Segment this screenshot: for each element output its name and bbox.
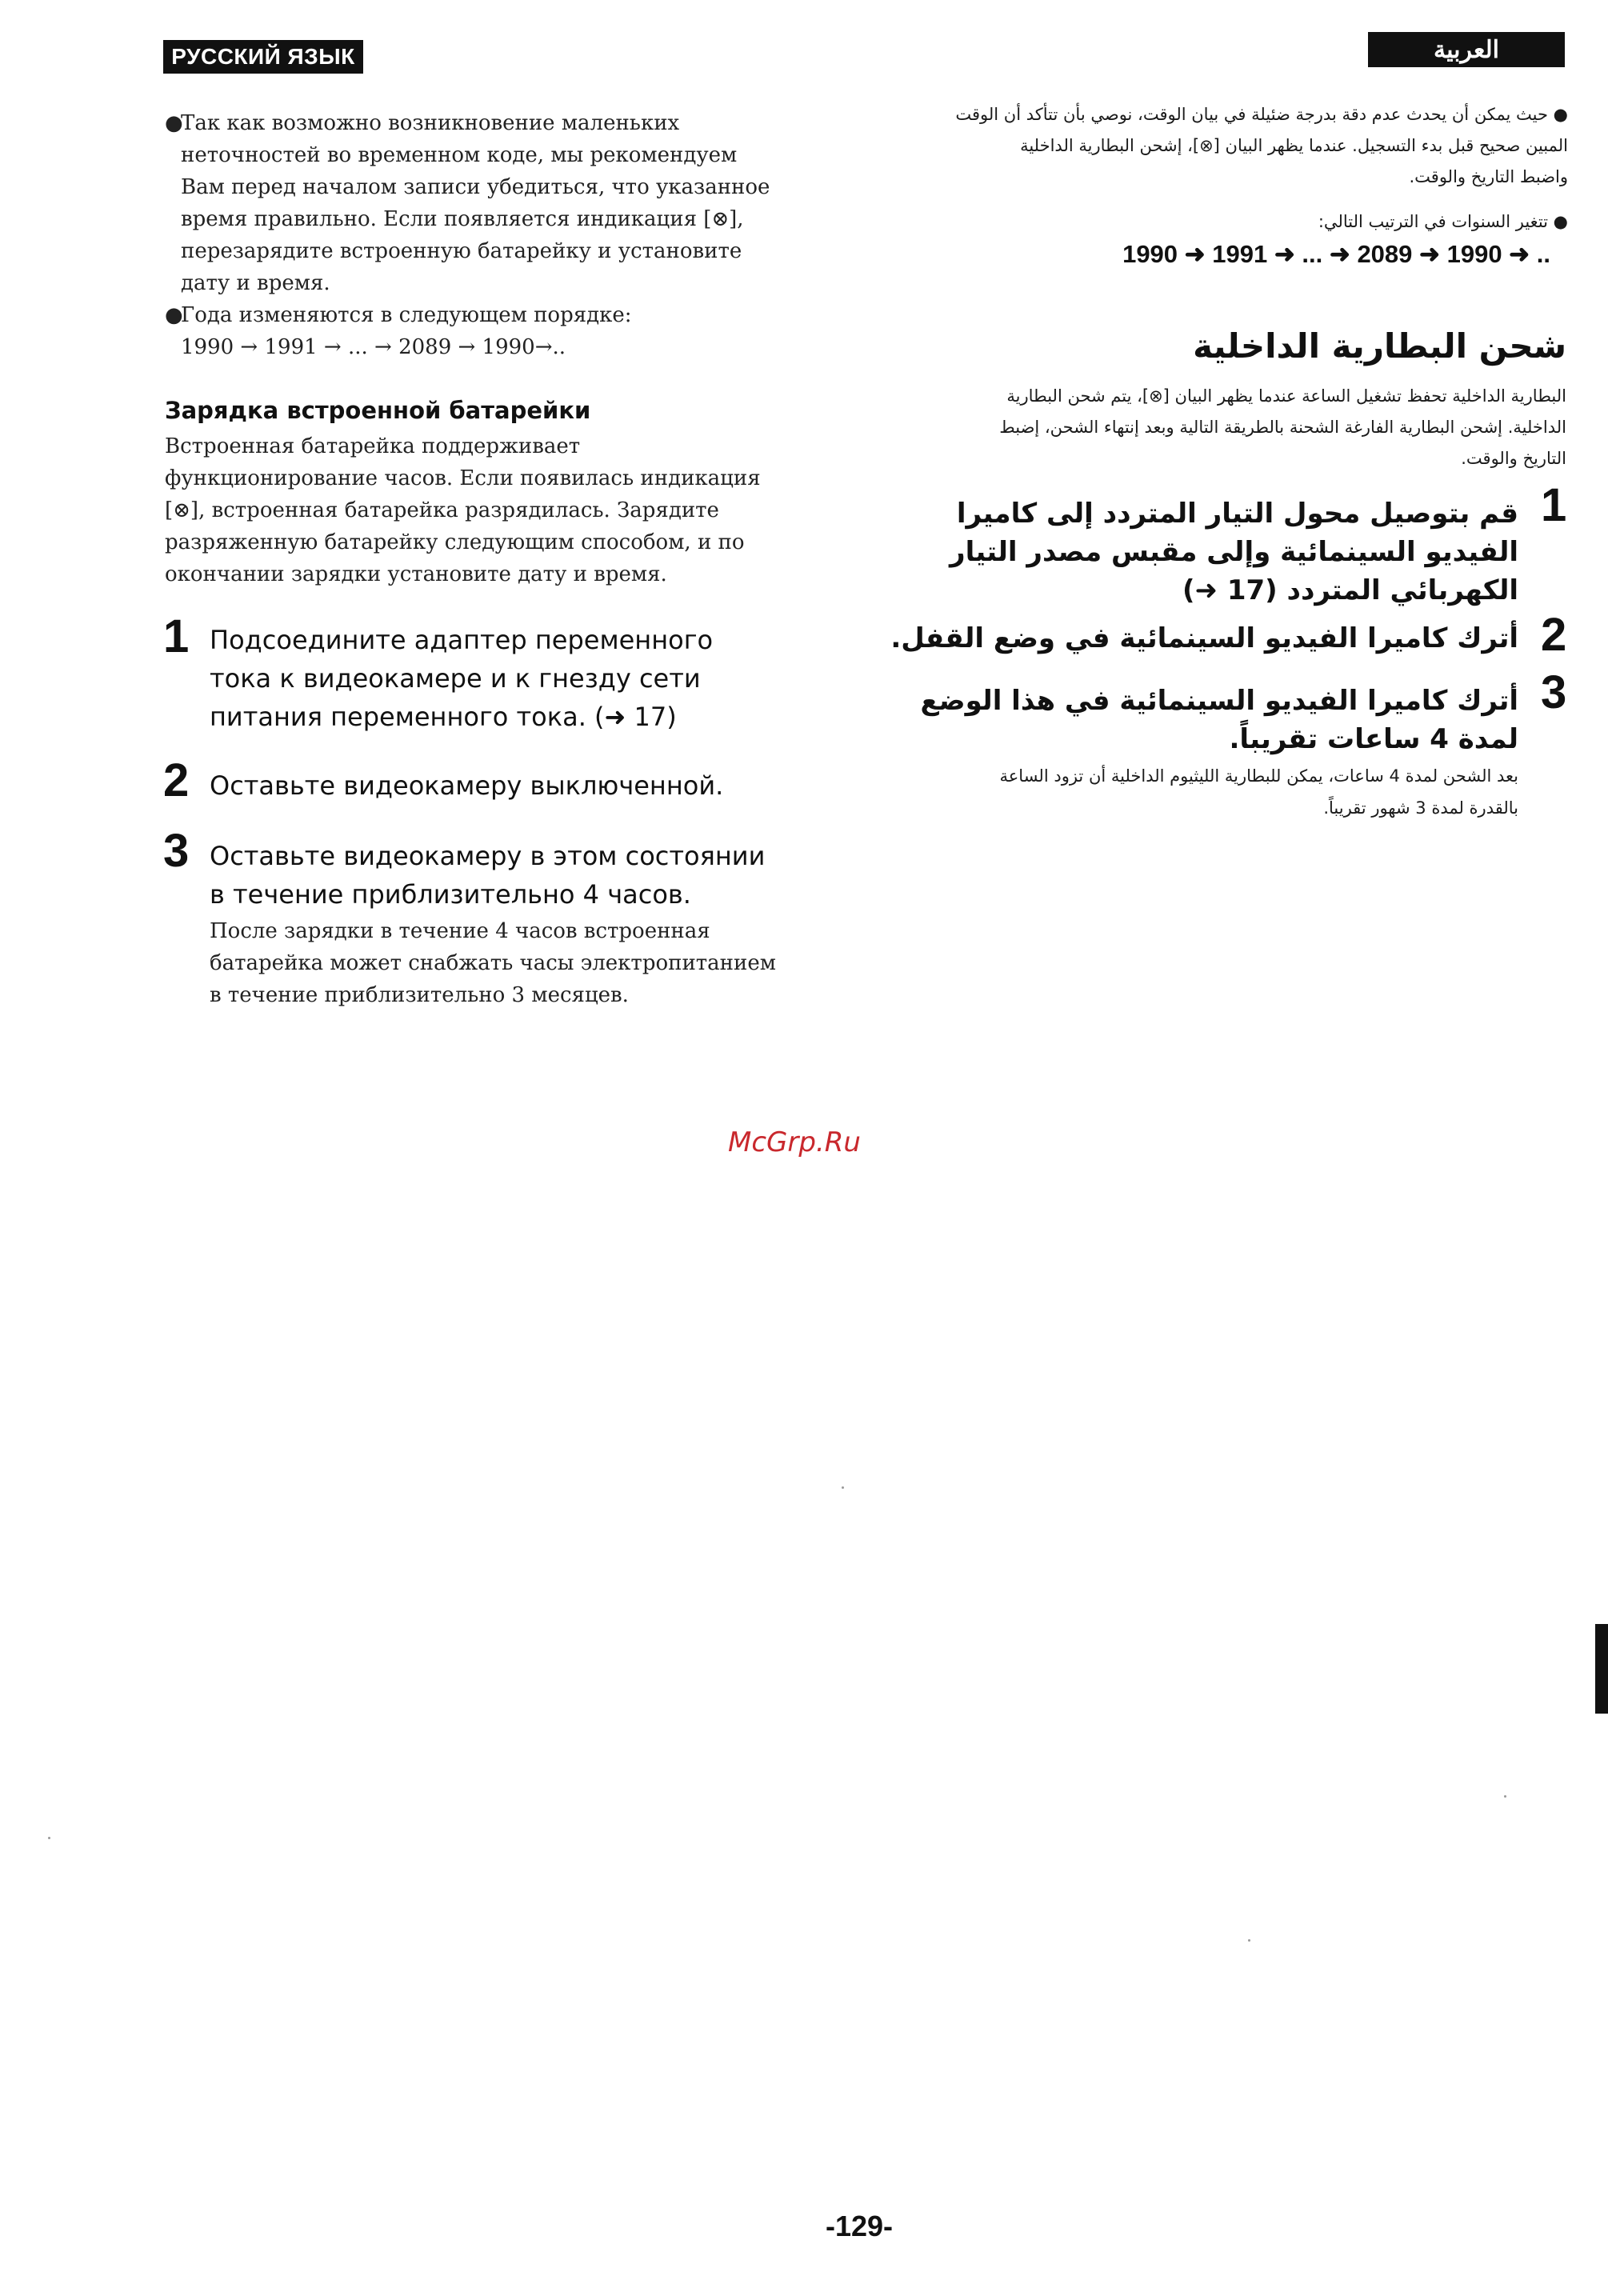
ru-step-3-number: 3 [163, 825, 190, 877]
ar-section-paragraph: البطارية الداخلية تحفظ تشغيل الساعة عندما يظهر البيان [⊗]، يتم شحن البطارية الداخلية. إشحن البطارية الفارغة الشحنة بالطريقة التالية وبعد إنتهاء الشحن، إضبط التاريخ والوقت. [999, 386, 1566, 468]
ar-step-3-note: بعد الشحن لمدة 4 ساعات، يمكن للبطارية الليثيوم الداخلية أن تزود الساعة بالقدرة لمدة 3 شهور تقريباً. [999, 766, 1518, 818]
ru-step-1-number: 1 [163, 610, 190, 662]
ar-step-1-number: 1 [1541, 479, 1567, 531]
bullet-dot-icon: ● [165, 111, 183, 135]
arabic-language-tag: العربية [1368, 32, 1565, 67]
ru-step-2-number: 2 [163, 754, 190, 806]
ru-step-3-note: После зарядки в течение 4 часов встроенная батарейка может снабжать часы электропитанием в течение приблизительно 3 месяцев. [210, 919, 776, 1007]
ar-step-3-text: أترك كاميرا الفيديو السينمائية في هذا الوضع لمدة 4 ساعات تقريباً. [920, 685, 1518, 755]
ar-bullet-timecode: ● حيث يمكن أن يحدث عدم دقة بدرجة ضئيلة في بيان الوقت، نوصي بأن تتأكد أن الوقت المبين صحيح قبل بدء التسجيل. عندما يظهر البيان [⊗]، إشحن البطارية الداخلية واضبط التاريخ والوقت. [955, 105, 1568, 186]
ar-section-heading: شحن البطارية الداخلية [1193, 326, 1566, 366]
ru-step-3-text: Оставьте видеокамеру в этом состоянии в течение приблизительно 4 часов. [210, 841, 766, 910]
ar-step-2-text: أترك كاميرا الفيديو السينمائية في وضع القفل. [890, 622, 1518, 654]
bullet-dot-icon: ● [165, 303, 183, 327]
edge-tab-marker [1595, 1624, 1608, 1714]
russian-language-tag: РУССКИЙ ЯЗЫК [163, 40, 363, 74]
ru-step-1-text: Подсоедините адаптер переменного тока к видеокамере и к гнезду сети питания переменного тока. (➜ 17) [210, 625, 714, 732]
scan-speck [842, 1486, 844, 1489]
ru-bullet-timecode-text: Так как возможно возникновение маленьких неточностей во временном коде, мы рекомендуем Вам перед началом записи убедиться, что указанное время правильно. Если появляется индикация [⊗], перезарядите встроенную батарейку и установите дату и время. [181, 111, 770, 295]
ru-bullet-timecode [165, 107, 821, 299]
ar-step-3-number: 3 [1541, 666, 1567, 718]
ar-years-sequence: 1990 ➜ 1991 ➜ ... ➜ 2089 ➜ 1990 ➜ .. [1122, 240, 1550, 268]
ar-bullet-years: ● تتغير السنوات في الترتيب التالي: [1318, 212, 1568, 231]
scan-speck [1504, 1795, 1506, 1798]
page-number: -129- [826, 2210, 894, 2242]
scan-speck [1248, 1939, 1250, 1942]
ru-step-2-text: Оставьте видеокамеру выключенной. [210, 770, 724, 801]
scan-speck [48, 1837, 50, 1839]
ar-step-1-text: قم بتوصيل محول التيار المتردد إلى كاميرا الفيديو السينمائية وإلى مقبس مصدر التيار الكهربائي المتردد (17 ➜) [950, 498, 1518, 606]
ru-bullet-years-text: Года изменяются в следующем порядке: 1990 → 1991 → ... → 2089 → 1990→.. [181, 303, 632, 359]
ar-step-2-number: 2 [1541, 609, 1567, 661]
ru-bullet-years [165, 299, 821, 363]
ru-section-paragraph: Встроенная батарейка поддерживает функционирование часов. Если появилась индикация [⊗], встроенная батарейка разрядилась. Зарядите разряженную батарейку следующим способом, и по окончании зарядки установите дату и время. [165, 434, 761, 586]
ru-section-heading: Зарядка встроенной батарейки [165, 397, 591, 424]
watermark-text: McGrp.Ru [728, 1126, 861, 1158]
